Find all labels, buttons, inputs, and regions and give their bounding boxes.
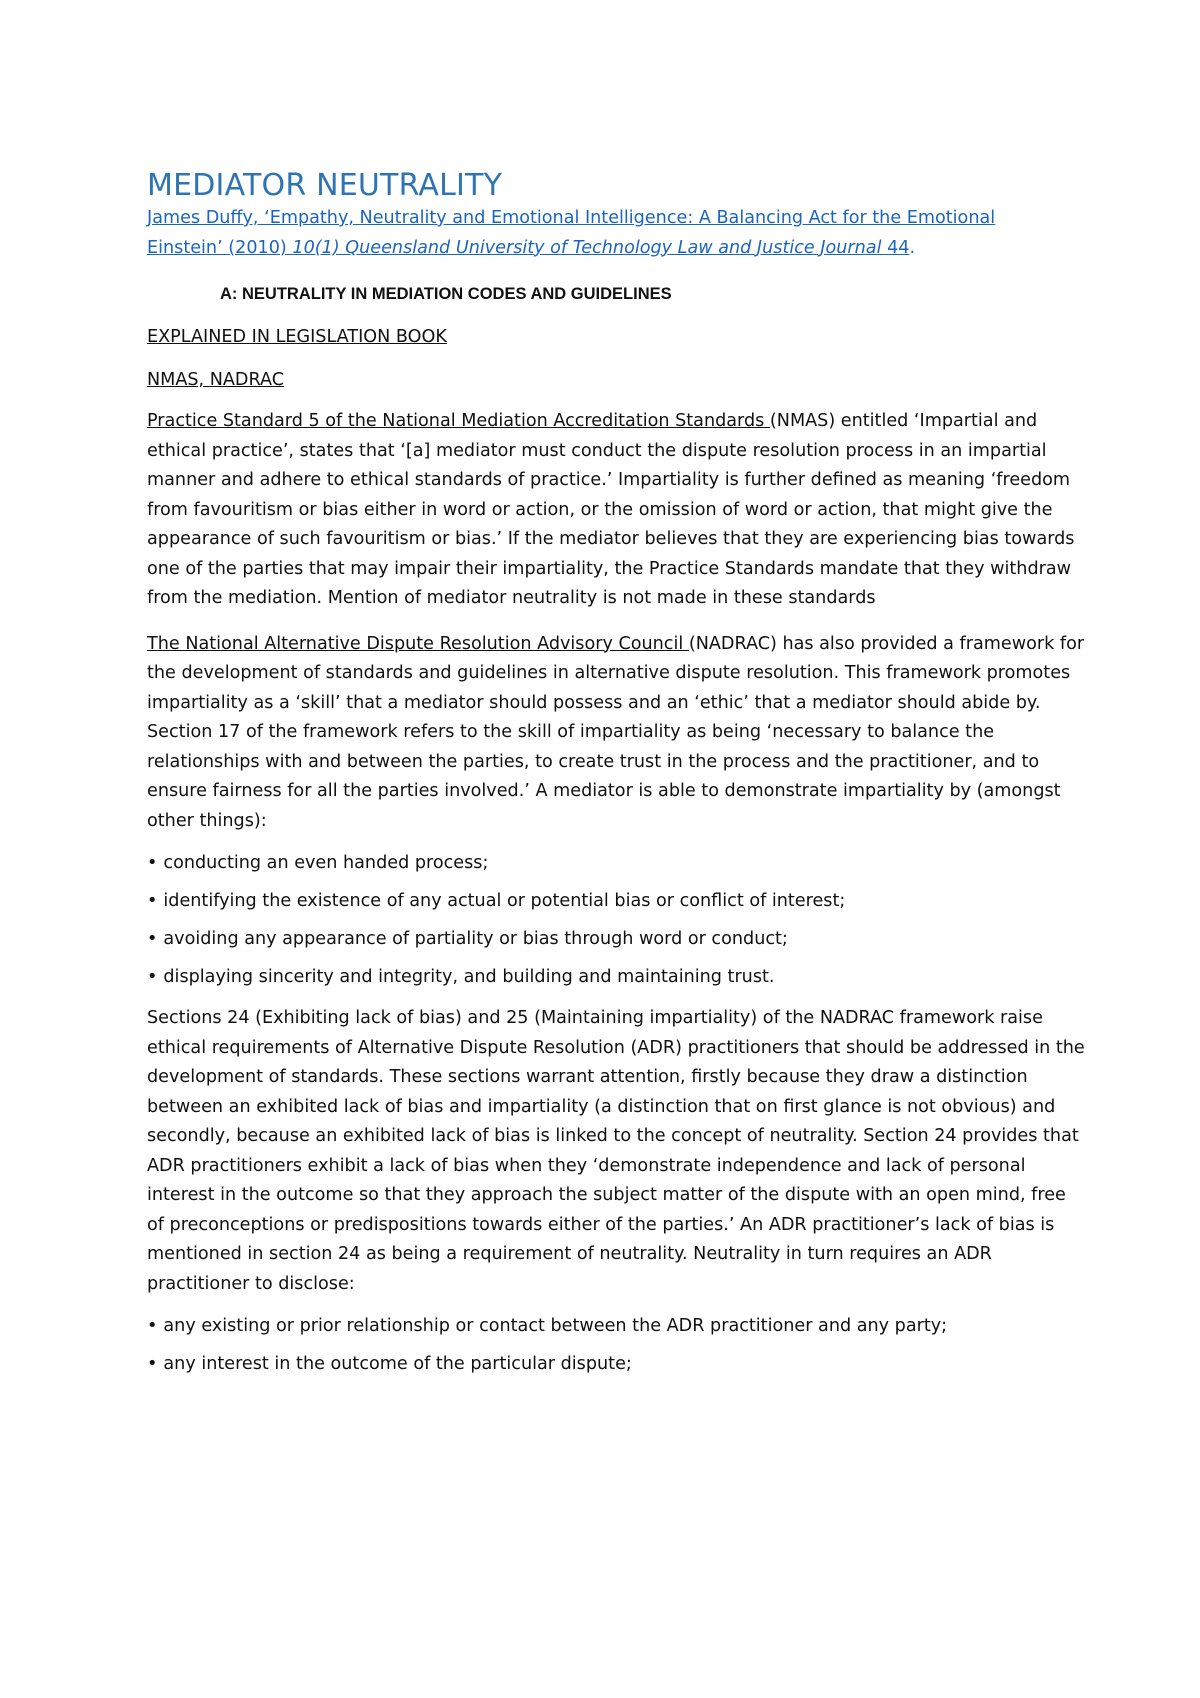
- list-item: • identifying the existence of any actual or potential bias or conflict of interest;: [147, 890, 1087, 912]
- list-item: • any existing or prior relationship or contact between the ADR practitioner and any party;: [147, 1315, 1087, 1337]
- citation-end: .: [909, 237, 916, 258]
- list-item: • avoiding any appearance of partiality or bias through word or conduct;: [147, 928, 1087, 950]
- nadrac-link[interactable]: The National Alternative Dispute Resolution Advisory Council: [147, 633, 689, 654]
- list-item: • displaying sincerity and integrity, and building and maintaining trust.: [147, 966, 1087, 988]
- list-item: • conducting an even handed process;: [147, 852, 1087, 874]
- paragraph-nadrac-text: (NADRAC) has also provided a framework for the development of standards and guidelines in alternative dispute resolution. This framework promotes impartiality as a ‘skill’ that a mediator should possess and an ‘ethic’ that a mediator should abide by. Section 17 of the framework refers to the skill of impartiality as being ‘necessary to balance the relationships with and between the parties, to create trust in the process and the practitioner, and to ensure fairness for all the parties involved.’ A mediator is able to demonstrate impartiality by (amongst other things):: [147, 633, 1085, 831]
- explained-label: EXPLAINED IN LEGISLATION BOOK: [147, 327, 447, 347]
- citation-journal: 10(1) Queensland University of Technology Law and Justice Journal: [292, 237, 882, 258]
- document-page: [147, 168, 1087, 1375]
- paragraph-nmas: [147, 407, 1087, 614]
- citation-link[interactable]: James Duffy, ‘Empathy, Neutrality and Emotional Intelligence: A Balancing Act for the Emotional Einstein’ (2010) 10(1) Queensland University of Technology Law and Justice Journal 44: [147, 208, 996, 258]
- citation: [147, 204, 1087, 263]
- paragraph-sections: Sections 24 (Exhibiting lack of bias) and 25 (Maintaining impartiality) of the NADRAC framework raise ethical requirements of Alternative Dispute Resolution (ADR) practitioners that should be addressed in the development of standards. These sections warrant attention, firstly because they draw a distinction between an exhibited lack of bias and impartiality (a distinction that on first glance is not obvious) and secondly, because an exhibited lack of bias is linked to the concept of neutrality. Section 24 provides that ADR practitioners exhibit a lack of bias when they ‘demonstrate independence and lack of personal interest in the outcome so that they approach the subject matter of the dispute with an open mind, free of preconceptions or predispositions towards either of the parties.’ An ADR practitioner’s lack of bias is mentioned in section 24 as being a requirement of neutrality. Neutrality in turn requires an ADR practitioner to disclose:: [147, 1008, 1085, 1294]
- list-item: • any interest in the outcome of the particular dispute;: [147, 1353, 1087, 1375]
- nmas-link[interactable]: Practice Standard 5 of the National Mediation Accreditation Standards: [147, 411, 770, 431]
- section-heading: A: NEUTRALITY IN MEDIATION CODES AND GUIDELINES: [220, 285, 672, 303]
- paragraph-nmas-text: (NMAS) entitled ‘Impartial and ethical practice’, states that ‘[a] mediator must conduct the dispute resolution process in an impartial manner and adhere to ethical standards of practice.’ Impartiality is further defined as meaning ‘freedom from favouritism or bias either in word or action, or the omission of word or action, that might give the appearance of such favouritism or bias.’ If the mediator believes that they are experiencing bias towards one of the parties that may impair their impartiality, the Practice Standards mandate that they withdraw from the mediation. Mention of mediator neutrality is not made in these standards: [147, 411, 1075, 608]
- nmas-label: NMAS, NADRAC: [147, 370, 284, 390]
- document-title: MEDIATOR NEUTRALITY: [147, 168, 503, 203]
- paragraph-nadrac: [147, 630, 1087, 837]
